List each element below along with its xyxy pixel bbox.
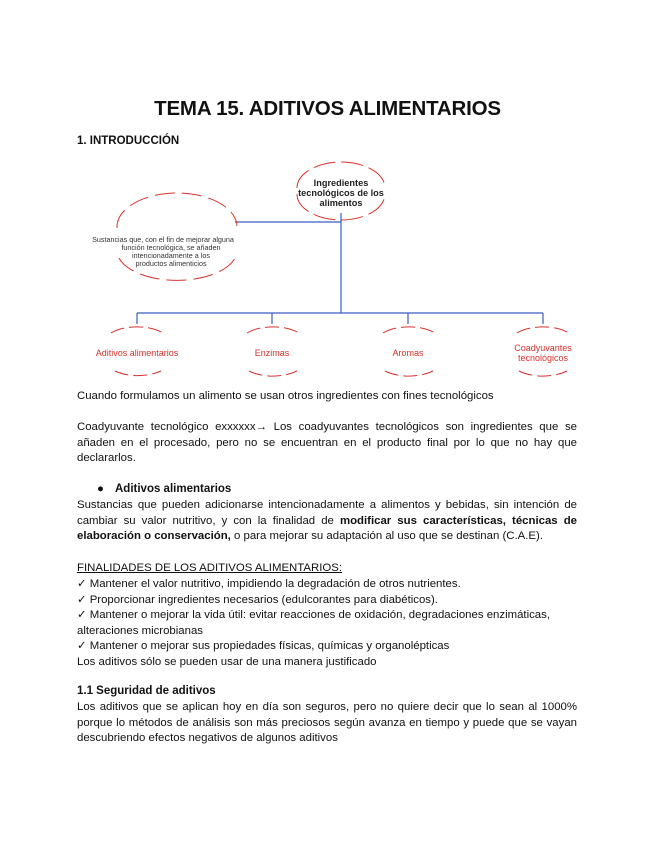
coadyuvantes-ellipse-bottom [519,371,567,376]
diagram-node-note [92,193,237,280]
diagram-node-root [297,162,385,220]
coadyuvantes-ellipse-top [517,327,569,333]
ingredients-diagram [75,158,585,390]
diagram-node-coadyuvantes [514,327,572,376]
aditivos-ellipse-bottom [115,371,161,376]
root-label-line-1: Ingredientes [313,178,369,188]
diagram-node-enzimas [247,327,299,376]
finalidades-list [77,577,577,671]
document-title: TEMA 15. ADITIVOS ALIMENTARIOS [154,97,501,120]
paragraph-seguridad: Los aditivos que se aplican hoy en día son seguros, pero no quiere decir que lo sean al 1000% porque lo métodos de análisis son más preciosos según avanza en tiempo y puede que se vayan descubriendo efectos negativos de algunos aditivos [77,701,577,745]
child-label-aromas: Aromas [392,348,424,358]
paragraph-definicion [77,498,577,545]
definicion-part-c: o para mejorar su adaptación al uso que se destinan (C.A.E). [230,530,543,543]
finalidad-item: ✓ Proporcionar ingredientes necesarios (edulcorantes para diabéticos). [77,593,438,606]
root-label-line-2: tecnológicos de los [298,188,384,198]
finalidades-note: Los aditivos sólo se pueden usar de una manera justificado [77,655,377,668]
paragraph-formulamos: Cuando formulamos un alimento se usan otros ingredientes con fines tecnológicos [77,390,494,402]
child-label-enzimas: Enzimas [254,348,290,358]
note-line-1: Sustancias que, con el fin de mejorar alguna [92,235,234,244]
diagram-node-aromas [383,327,435,376]
finalidades-title: FINALIDADES DE LOS ADITIVOS ALIMENTARIOS: [77,562,343,574]
bullet-aditivos [97,483,231,495]
child-label-coadyuvantes-line-1: Coadyuvantes [514,343,572,353]
enzimas-ellipse-top [247,327,299,333]
note-line-3: intencionadamente a los [132,251,210,260]
section-heading-seguridad: 1.1 Seguridad de aditivos [77,685,216,697]
finalidad-item: ✓ Mantener o mejorar la vida útil: evitar reacciones de oxidación, degradaciones enzimáticas, alteraciones microbianas [77,609,551,637]
bullet-dot: ● [97,483,104,495]
note-line-4: productos alimenticios [135,259,207,268]
definicion-part-b-bold: modificar sus características, técnicas de elaboración o conservación, [77,514,577,543]
paragraph-coadyuvante: Coadyuvante tecnológico exxxxxx→ Los coadyuvantes tecnológicos son ingredientes que se añaden en el procesado, pero no se encuentran en el producto final por lo que no hay que declararlos. [77,421,577,465]
root-label-line-3: alimentos [319,198,363,208]
child-label-aditivos: Aditivos alimentarios [95,348,179,358]
diagram-connectors [137,213,543,324]
note-line-2: función tecnológica, se añaden [121,243,221,252]
finalidad-item: ✓ Mantener el valor nutritivo, impidiendo la degradación de otros nutrientes. [77,578,461,590]
definicion-part-a: Sustancias que pueden adicionarse intencionadamente a alimentos y bebidas, sin intención de cambiar su valor nutritivo, y con la finalidad de [77,499,577,527]
section-heading-introduccion: 1. INTRODUCCIÓN [77,135,180,147]
diagram-node-aditivos [96,327,179,376]
aditivos-ellipse-top [111,327,163,333]
aromas-ellipse-top [383,327,435,333]
child-label-coadyuvantes-line-2: tecnológicos [517,353,569,363]
finalidad-item: ✓ Mantener o mejorar sus propiedades físicas, químicas y organolépticas [77,640,450,653]
bullet-label: Aditivos alimentarios [115,483,232,495]
enzimas-ellipse-bottom [249,371,297,376]
aromas-ellipse-bottom [385,371,433,376]
note-ellipse-top [117,193,237,228]
